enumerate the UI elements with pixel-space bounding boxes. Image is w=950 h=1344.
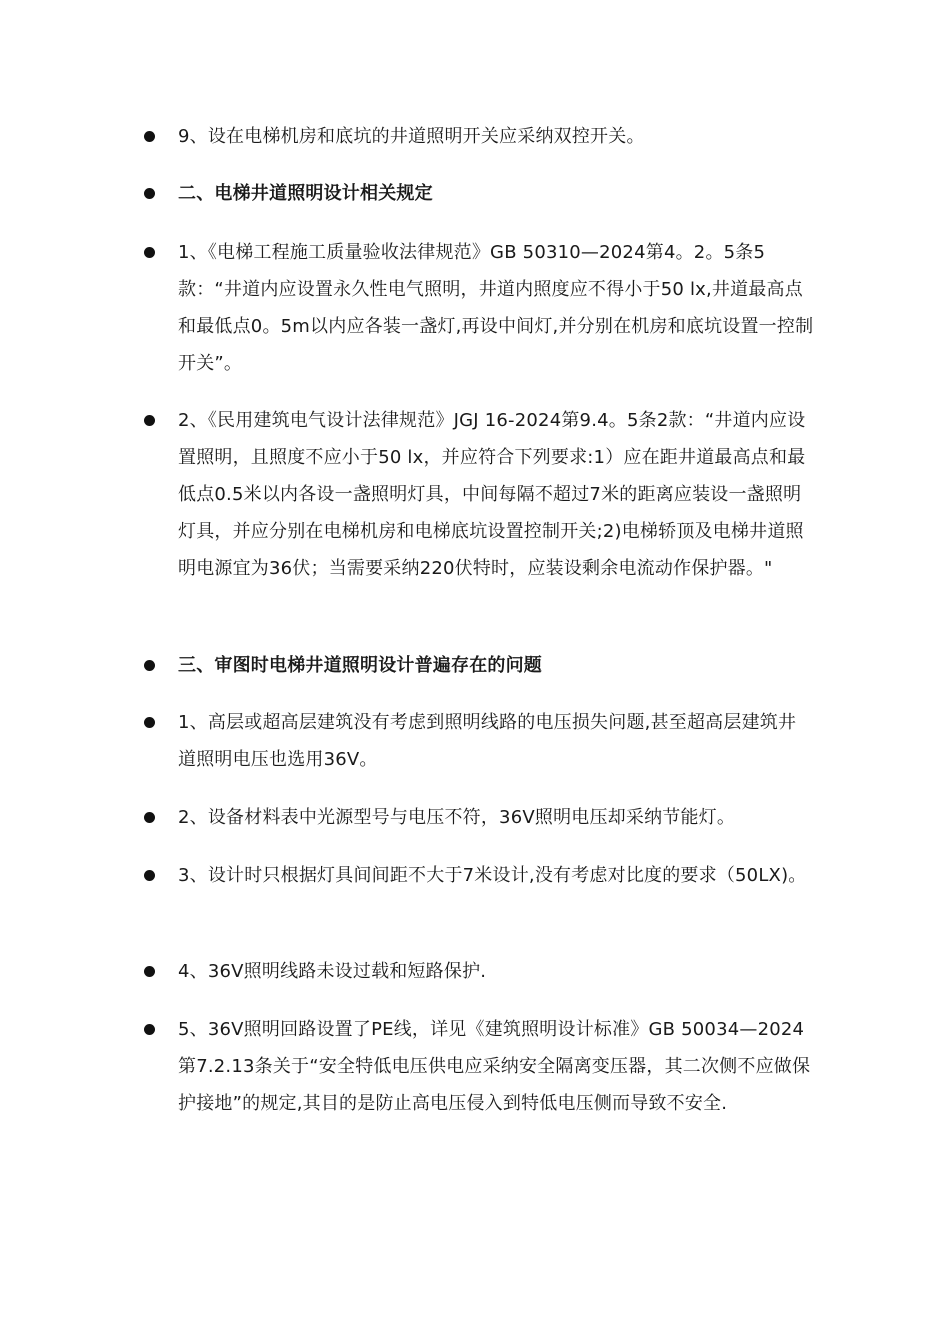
list-item-text: 4、36V照明线路未设过载和短路保护.	[178, 961, 487, 982]
bullet-icon	[144, 966, 155, 977]
list-item-text: 2、《民用建筑电气设计法律规范》JGJ 16-2024第9.4。5条2款：“井道内应设置照明，且照度不应小于50 lx，并应符合下列要求:1）应在距井道最高点和最低点0.5米以内各设一盏照明灯具，中间每隔不超过7米的距离应装设一盏照明灯具，并应分别在电梯机房和电梯底坑设置控制开关;2)电梯轿顶及电梯井道照明电源宜为36伏；当需要采纳220伏特时，应装设剩余电流动作保护器。"	[178, 410, 806, 579]
bullet-icon	[144, 247, 155, 258]
bullet-icon	[144, 415, 155, 426]
list-item-text: 9、设在电梯机房和底坑的井道照明开关应采纳双控开关。	[178, 126, 645, 147]
bullet-icon	[144, 131, 155, 142]
bullet-icon	[144, 717, 155, 728]
bullet-icon	[144, 1024, 155, 1035]
bullet-icon	[144, 188, 155, 199]
list-item-text: 1、高层或超高层建筑没有考虑到照明线路的电压损失问题,甚至超高层建筑井道照明电压也选用36V。	[178, 712, 797, 770]
bullet-icon	[144, 660, 155, 671]
list-item-text: 3、设计时只根据灯具间间距不大于7米设计,没有考虑对比度的要求（50LX)。	[178, 865, 807, 886]
list-item-text: 1、《电梯工程施工质量验收法律规范》GB 50310—2024第4。2。5条5款：“井道内应设置永久性电气照明，井道内照度应不得小于50 lx,井道最高点和最低点0。5m以内应各装一盏灯,再设中间灯,并分别在机房和底坑设置一控制开关”。	[178, 242, 814, 374]
bullet-icon	[144, 870, 155, 881]
section-heading-text: 三、审图时电梯井道照明设计普遍存在的问题	[178, 655, 542, 676]
list-item-text: 5、36V照明回路设置了PE线，详见《建筑照明设计标准》GB 50034—2024第7.2.13条关于“安全特低电压供电应采纳安全隔离变压器，其二次侧不应做保护接地”的规定,其目的是防止高电压侵入到特低电压侧而导致不安全.	[178, 1019, 811, 1114]
bullet-icon	[144, 812, 155, 823]
list-item-text: 2、设备材料表中光源型号与电压不符，36V照明电压却采纳节能灯。	[178, 807, 736, 828]
section-heading-text: 二、电梯井道照明设计相关规定	[178, 183, 433, 204]
